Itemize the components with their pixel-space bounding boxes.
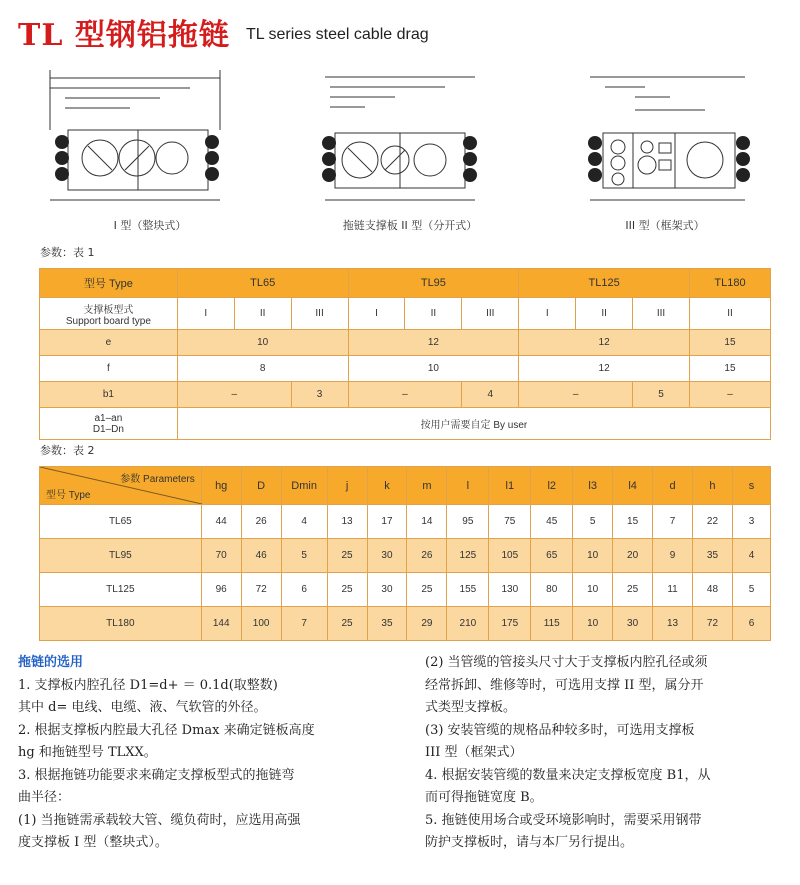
t2-cell: 15: [613, 505, 653, 539]
t2-cell: 7: [281, 607, 327, 641]
t1-cell: 3: [291, 382, 348, 408]
t2-cell: 115: [531, 607, 573, 641]
t2-cell: 45: [531, 505, 573, 539]
t2-cell: 6: [281, 573, 327, 607]
selection-line: 2. 根据支撑板内腔最大孔径 Dmax 来确定链板高度: [18, 722, 315, 738]
t2-cell: 125: [447, 539, 489, 573]
t2-cell: 22: [693, 505, 733, 539]
t2-cell: 13: [653, 607, 693, 641]
t2-cell: 25: [327, 539, 367, 573]
t2-cell: 100: [241, 607, 281, 641]
t2-corner-header: [40, 467, 202, 505]
t1-cell: 12: [348, 330, 519, 356]
t1-row-label: a1–an D1–Dn: [40, 408, 178, 440]
t2-cell: 65: [531, 539, 573, 573]
t1-cell: 15: [689, 356, 770, 382]
t2-col-header: l: [447, 467, 489, 505]
diagram-type-3: [575, 65, 765, 215]
t2-cell: 46: [241, 539, 281, 573]
t1-cell: 4: [462, 382, 519, 408]
selection-line: 度支撑板 I 型（整块式）。: [18, 835, 168, 850]
selection-heading: 拖链的选用: [18, 655, 84, 670]
t2-cell: 29: [407, 607, 447, 641]
t2-col-header: j: [327, 467, 367, 505]
t2-cell: 20: [613, 539, 653, 573]
t1-cell: III: [633, 298, 690, 330]
t2-cell: 3: [732, 505, 770, 539]
t1-row-label: b1: [40, 382, 178, 408]
diagram-type-2: [305, 65, 495, 215]
parameter-table-1: [39, 268, 771, 440]
t2-cell: 130: [489, 573, 531, 607]
t2-cell: 13: [327, 505, 367, 539]
t2-params-label: 参数 Parameters: [120, 474, 195, 485]
t2-cell: 155: [447, 573, 489, 607]
t1-cell: I: [519, 298, 576, 330]
t2-cell: 25: [613, 573, 653, 607]
t2-cell: 25: [327, 573, 367, 607]
diagram-type-1: [40, 60, 250, 220]
t2-cell: 14: [407, 505, 447, 539]
t1-cell: 15: [689, 330, 770, 356]
t1-type-header: 型号 Type: [40, 269, 178, 298]
t2-cell: 25: [407, 573, 447, 607]
t2-cell: 72: [693, 607, 733, 641]
table2-label: 参数：表 2: [40, 444, 95, 457]
t2-col-header: d: [653, 467, 693, 505]
selection-line: III 型（框架式）: [425, 745, 523, 760]
t1-cell: II: [689, 298, 770, 330]
t1-cell: –: [519, 382, 633, 408]
selection-line: (2) 当管缆的管接头尺寸大于支撑板内腔孔径或须: [425, 655, 708, 670]
t2-cell: 30: [613, 607, 653, 641]
t2-cell: 9: [653, 539, 693, 573]
t1-cell: 12: [519, 330, 690, 356]
t2-cell: 26: [407, 539, 447, 573]
selection-left-column: [18, 652, 398, 855]
t2-col-header: h: [693, 467, 733, 505]
t2-cell: 72: [241, 573, 281, 607]
t1-by-user-cell: 按用户需要自定 By user: [177, 408, 770, 440]
t2-cell: 70: [201, 539, 241, 573]
t2-cell: 30: [367, 573, 407, 607]
t2-cell: 26: [241, 505, 281, 539]
t2-cell: 10: [573, 539, 613, 573]
t1-row-label: e: [40, 330, 178, 356]
t2-cell: 5: [732, 573, 770, 607]
selection-line: 其中 d= 电线、电缆、液、气软管的外径。: [18, 700, 267, 715]
t2-col-header: l3: [573, 467, 613, 505]
t2-cell: 80: [531, 573, 573, 607]
t1-cell: II: [576, 298, 633, 330]
t2-type-cell: TL125: [40, 573, 202, 607]
t2-cell: 210: [447, 607, 489, 641]
t2-col-header: l2: [531, 467, 573, 505]
t2-cell: 4: [281, 505, 327, 539]
t2-cell: 10: [573, 607, 613, 641]
t2-cell: 35: [693, 539, 733, 573]
t2-cell: 7: [653, 505, 693, 539]
t2-cell: 6: [732, 607, 770, 641]
t2-cell: 175: [489, 607, 531, 641]
t2-col-header: m: [407, 467, 447, 505]
selection-right-column: [425, 652, 795, 855]
t1-cell: III: [291, 298, 348, 330]
t1-cell: 12: [519, 356, 690, 382]
t2-type-cell: TL95: [40, 539, 202, 573]
t1-tl180-header: TL180: [689, 269, 770, 298]
parameter-table-2: [39, 466, 771, 641]
diagram-3-caption: III 型（框架式）: [625, 219, 705, 232]
t1-support-label: 支撑板型式 Support board type: [40, 298, 178, 330]
t2-type-cell: TL180: [40, 607, 202, 641]
selection-line: 曲半径：: [18, 790, 71, 805]
t1-tl65-header: TL65: [177, 269, 348, 298]
t2-col-header: D: [241, 467, 281, 505]
t1-cell: 5: [633, 382, 690, 408]
t1-cell: 8: [177, 356, 348, 382]
t2-cell: 11: [653, 573, 693, 607]
selection-line: 5. 拖链使用场合或受环境影响时，需要采用钢带: [425, 812, 702, 828]
selection-line: 防护支撑板时，请与本厂另行提出。: [425, 835, 634, 850]
t2-cell: 48: [693, 573, 733, 607]
selection-line: 4. 根据安装管缆的数量来决定支撑板宽度 B1，从: [425, 767, 711, 783]
t1-cell: 10: [348, 356, 519, 382]
t2-cell: 95: [447, 505, 489, 539]
table-row: [40, 607, 771, 641]
t1-cell: II: [234, 298, 291, 330]
t2-cell: 144: [201, 607, 241, 641]
diagram-2-caption: 拖链支撑板 II 型（分开式）: [342, 219, 478, 232]
selection-line: (1) 当拖链需承载较大管、缆负荷时，应选用高强: [18, 812, 301, 828]
t2-cell: 5: [573, 505, 613, 539]
t2-cell: 44: [201, 505, 241, 539]
table-row: [40, 539, 771, 573]
t1-cell: I: [348, 298, 405, 330]
t1-cell: I: [177, 298, 234, 330]
selection-line: 而可得拖链宽度 B。: [425, 790, 543, 805]
t1-row-label: f: [40, 356, 178, 382]
t1-tl125-header: TL125: [519, 269, 690, 298]
t2-cell: 75: [489, 505, 531, 539]
t2-col-header: l4: [613, 467, 653, 505]
t2-col-header: hg: [201, 467, 241, 505]
selection-line: 1. 支撑板内腔孔径 D1=d+ ＝ 0.1d(取整数): [18, 677, 278, 693]
t1-cell: –: [689, 382, 770, 408]
t2-cell: 5: [281, 539, 327, 573]
t2-cell: 96: [201, 573, 241, 607]
selection-line: 3. 根据拖链功能要求来确定支撑板型式的拖链弯: [18, 767, 295, 783]
t2-cell: 35: [367, 607, 407, 641]
diagram-1-caption: I 型（整块式）: [113, 219, 187, 232]
t2-type-label: 型号 Type: [46, 490, 91, 501]
table-row: [40, 505, 771, 539]
t2-cell: 4: [732, 539, 770, 573]
t2-col-header: l1: [489, 467, 531, 505]
t1-cell: 10: [177, 330, 348, 356]
t1-cell: –: [177, 382, 291, 408]
t2-col-header: k: [367, 467, 407, 505]
t2-cell: 30: [367, 539, 407, 573]
t2-type-cell: TL65: [40, 505, 202, 539]
table-row: [40, 573, 771, 607]
t1-tl95-header: TL95: [348, 269, 519, 298]
t2-cell: 105: [489, 539, 531, 573]
t2-col-header: s: [732, 467, 770, 505]
t2-cell: 17: [367, 505, 407, 539]
selection-line: 经常拆卸、维修等时，可选用支撑 II 型，属分开: [425, 677, 704, 693]
page-title: TL 型钢铝拖链: [18, 18, 230, 53]
selection-line: 式类型支撑板。: [425, 700, 517, 715]
t2-cell: 25: [327, 607, 367, 641]
selection-line: hg 和拖链型号 TLXX。: [18, 745, 157, 760]
t1-cell: III: [462, 298, 519, 330]
selection-line: (3) 安装管缆的规格品种较多时，可选用支撑板: [425, 722, 695, 738]
page-subtitle: TL series steel cable drag: [246, 26, 429, 43]
table1-label: 参数：表 1: [40, 246, 95, 259]
t1-cell: II: [405, 298, 462, 330]
t1-cell: –: [348, 382, 462, 408]
t2-col-header: Dmin: [281, 467, 327, 505]
t2-cell: 10: [573, 573, 613, 607]
